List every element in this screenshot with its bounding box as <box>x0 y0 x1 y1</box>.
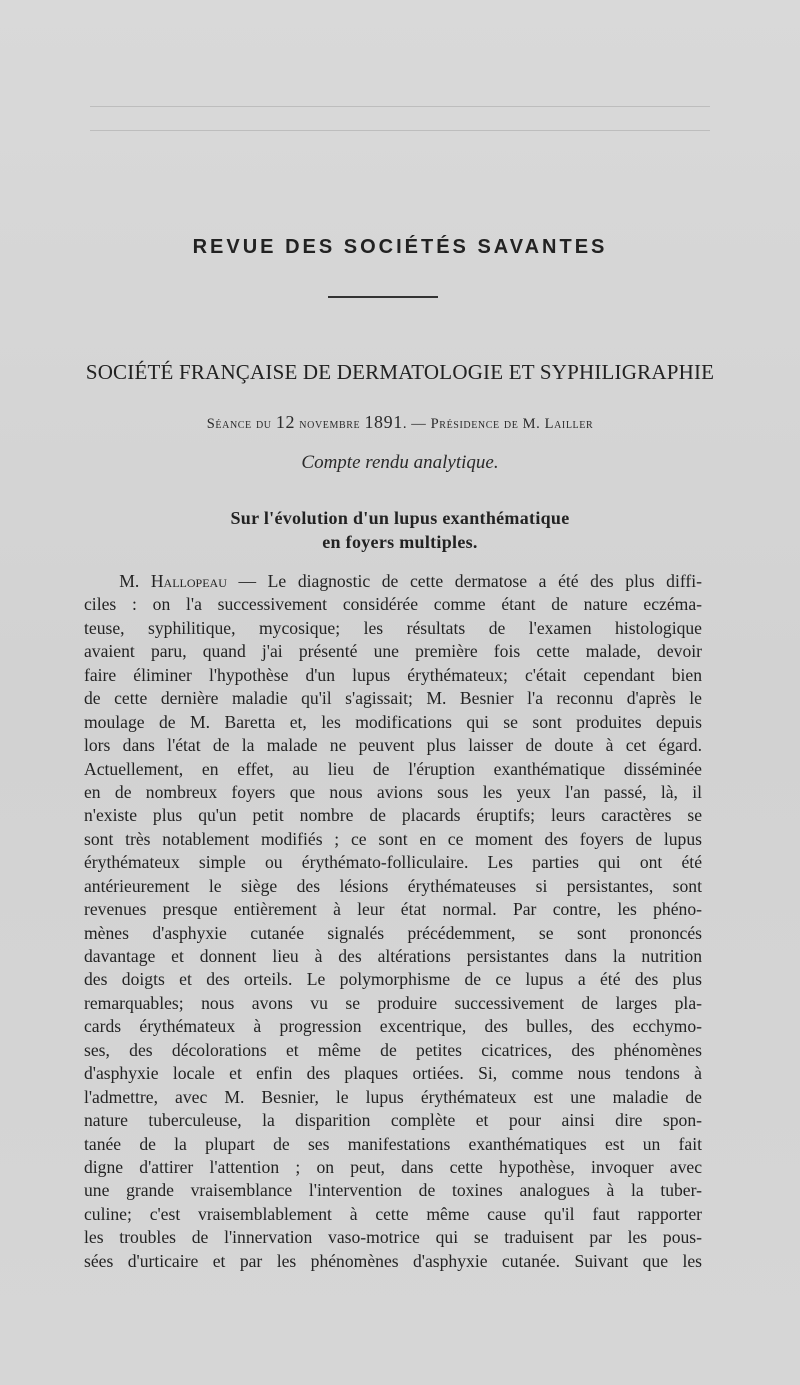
body-line: mènes d'asphyxie cutanée signalés précédemment, se sont prononcés <box>84 922 702 943</box>
seance-year: 1891 <box>364 412 403 432</box>
body-line: Actuellement, en effet, au lieu de l'éruption exanthématique disséminée <box>84 758 702 779</box>
body-line: n'existe plus qu'un petit nombre de placards éruptifs; leurs caractères se <box>84 805 702 826</box>
body-line: ciles : on l'a successivement considérée comme étant de nature eczéma- <box>84 594 702 615</box>
bleed-through-rule <box>90 130 710 131</box>
seance-line <box>0 412 800 433</box>
society-name: SOCIÉTÉ FRANÇAISE DE DERMATOLOGIE ET SYPHILIGRAPHIE <box>85 360 715 384</box>
body-line: les troubles de l'innervation vaso-motrice qui se traduisent par les pous- <box>84 1227 702 1248</box>
body-line: nature tuberculeuse, la disparition complète et pour ainsi dire spon- <box>84 1110 702 1131</box>
body-line <box>84 570 702 593</box>
body-line: moulage de M. Baretta et, les modifications qui se sont produites depuis <box>84 711 702 732</box>
body-line: avaient paru, quand j'ai présenté une première fois cette malade, devoir <box>84 641 702 662</box>
author-name: Hallopeau <box>150 571 227 591</box>
body-line: érythémateux simple ou érythémato-folliculaire. Les parties qui ont été <box>84 852 702 873</box>
section-divider <box>328 296 438 298</box>
body-line: faire éliminer l'hypothèse d'un lupus érythémateux; c'était cependant bien <box>84 664 702 685</box>
body-line: lors dans l'état de la malade ne peuvent plus laisser de doute à cet égard. <box>84 735 702 756</box>
body-line: remarquables; nous avons vu se produire successivement de larges pla- <box>84 992 702 1013</box>
body-line: sont très notablement modifiés ; ce sont en ce moment des foyers de lupus <box>84 828 702 849</box>
body-line: de cette dernière maladie qu'il s'agissait; M. Besnier l'a reconnu d'après le <box>84 688 702 709</box>
bleed-through-rule <box>90 106 710 107</box>
article-title <box>0 506 800 554</box>
body-line: tanée de la plupart de ses manifestations exanthématiques est un fait <box>84 1133 702 1154</box>
seance-month: novembre <box>299 416 361 432</box>
body-line: davantage et donnent lieu à des altérations persistantes dans la nutrition <box>84 946 702 966</box>
body-line: d'asphyxie locale et enfin des plaques ortiées. Si, comme nous tendons à <box>84 1063 702 1084</box>
body-line: digne d'attirer l'attention ; on peut, dans cette hypothèse, invoquer avec <box>84 1156 702 1177</box>
seance-day: 12 <box>275 412 296 432</box>
body-line: une grande vraisemblance l'intervention de toxines analogues à la tuber- <box>84 1180 702 1201</box>
body-line: culine; c'est vraisemblablement à cette même cause qu'il faut rapporter <box>84 1203 702 1224</box>
body-line: ses, des décolorations et même de petites cicatrices, des phénomènes <box>84 1039 702 1060</box>
body-line: cards érythémateux à progression excentrique, des bulles, des ecchymo- <box>84 1016 702 1037</box>
body-line: teuse, syphilitique, mycosique; les résultats de l'examen histologique <box>84 617 702 638</box>
body-line: l'admettre, avec M. Besnier, le lupus érythémateux est une maladie de <box>84 1086 702 1107</box>
journal-section-title: REVUE DES SOCIÉTÉS SAVANTES <box>192 236 608 258</box>
article-body <box>84 570 702 1273</box>
seance-presidence: . — Présidence de M. Lailler <box>402 416 594 432</box>
compte-rendu-label: Compte rendu analytique. <box>301 452 499 473</box>
seance-prefix: Séance du <box>206 416 272 432</box>
body-line: revenues presque entièrement à leur état normal. Par contre, les phéno- <box>84 899 702 920</box>
article-title-line: Sur l'évolution d'un lupus exanthématique <box>230 508 570 528</box>
body-line: des doigts et des orteils. Le polymorphisme de ce lupus a été des plus <box>84 969 702 990</box>
article-title-line: en foyers multiples. <box>322 532 478 552</box>
body-line: en de nombreux foyers que nous avions sous les yeux l'an passé, là, il <box>84 781 702 802</box>
body-line-text: — Le diagnostic de cette dermatose a été des plus diffi- <box>226 571 702 591</box>
body-line: sées d'urticaire et par les phénomènes d'asphyxie cutanée. Suivant que les <box>84 1250 702 1271</box>
author-prefix: M. <box>119 571 140 591</box>
body-line: antérieurement le siège des lésions érythémateuses si persistantes, sont <box>84 875 702 896</box>
